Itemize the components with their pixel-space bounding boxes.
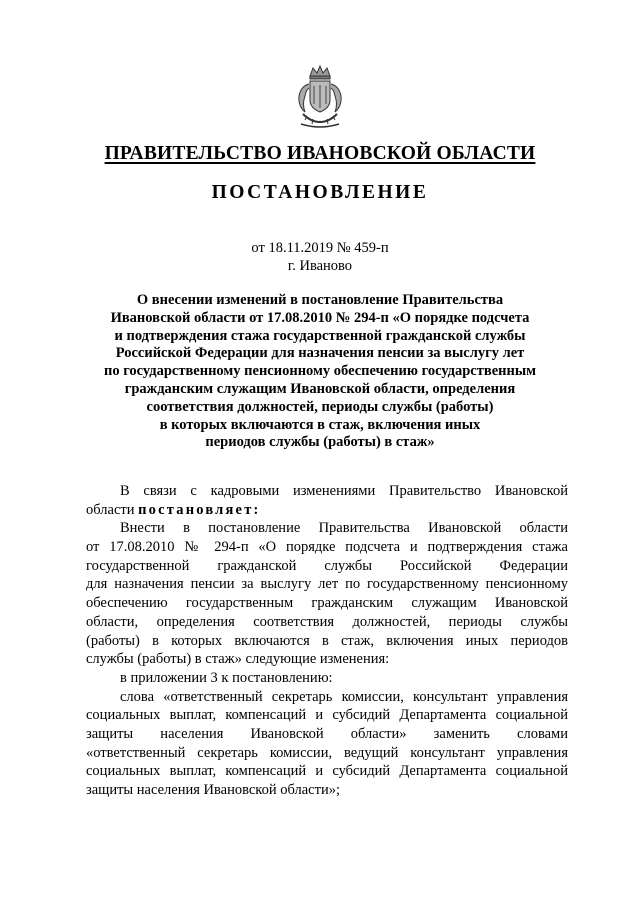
body-line: В связи с кадровыми изменениями Правительство Ивановской: [120, 483, 568, 499]
body-line: службы (работы) в стаж» следующие изменения:: [86, 651, 390, 668]
body-line: области, определения соответствия должностей, периоды службы: [86, 613, 568, 630]
body-line: государственной гражданской службы Российской Федерации: [86, 557, 568, 574]
body-line: в приложении 3 к постановлению:: [120, 669, 333, 686]
date-and-number: от 18.11.2019 № 459-п: [251, 240, 389, 256]
document-subject: [90, 292, 550, 452]
body-line: обеспечению государственным гражданским служащим Ивановской: [86, 595, 568, 612]
body-line: от 17.08.2010 № 294-п «О порядке подсчета и подтверждения стажа: [86, 539, 568, 556]
body-line: социальных выплат, компенсаций и субсидий Департамента социальной: [86, 763, 568, 780]
body-text: области: [86, 501, 139, 518]
body-line: «ответственный секретарь комиссии, ведущий консультант управления: [86, 744, 568, 761]
subject-line: в которых включаются в стаж, включения иных: [159, 416, 481, 433]
subject-line: соответствия должностей, периоды службы (работы): [146, 398, 494, 415]
document-type: ПОСТАНОВЛЕНИЕ: [211, 182, 429, 203]
subject-line: гражданским служащим Ивановской области, определения: [124, 380, 516, 397]
subject-line: по государственному пенсионному обеспечению государственным: [103, 363, 537, 380]
subject-line: О внесении изменений в постановление Правительства: [136, 292, 504, 308]
subject-line: периодов службы (работы) в стаж»: [205, 434, 435, 451]
document-body: [86, 482, 568, 800]
coat-of-arms-icon: [293, 64, 347, 130]
body-line: Внести в постановление Правительства Ивановской области: [120, 520, 568, 537]
government-title: ПРАВИТЕЛЬСТВО ИВАНОВСКОЙ ОБЛАСТИ: [104, 143, 536, 164]
body-line: слова «ответственный секретарь комиссии, консультант управления: [120, 688, 568, 705]
body-line: социальных выплат, компенсаций и субсидий Департамента социальной: [86, 707, 568, 724]
body-line: (работы) в которых включаются в стаж, включения иных периодов: [86, 632, 568, 649]
city: г. Иваново: [287, 258, 353, 274]
body-line: для назначения пенсии за выслугу лет по государственному пенсионному: [86, 576, 568, 593]
resolves-word: постановляет:: [138, 501, 261, 518]
body-line: защиты населения Ивановской области»;: [86, 782, 340, 798]
body-line: [86, 501, 568, 520]
body-line: защиты населения Ивановской области» заменить словами: [86, 725, 568, 742]
subject-line: и подтверждения стажа государственной гражданской службы: [114, 327, 526, 344]
subject-line: Российской Федерации для назначения пенсии за выслугу лет: [115, 345, 525, 362]
subject-line: Ивановской области от 17.08.2010 № 294-п «О порядке подсчета: [110, 309, 530, 326]
